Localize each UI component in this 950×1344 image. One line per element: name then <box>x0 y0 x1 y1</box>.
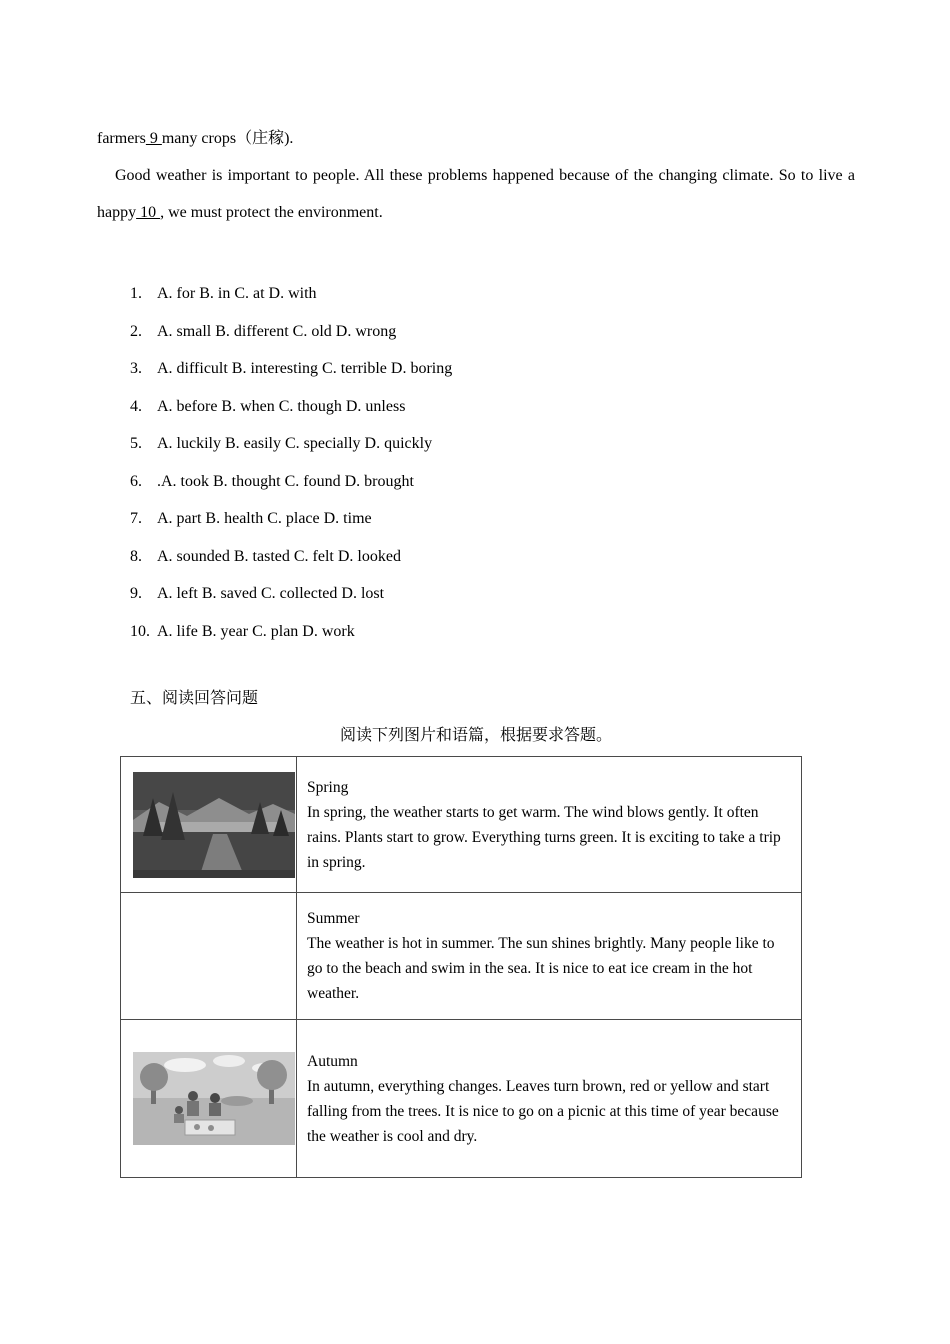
season-text: In autumn, everything changes. Leaves turn brown, red or yellow and start falling from the trees. It is nice to go on a picnic at this time of year because the weather is cool and dry. <box>307 1077 779 1145</box>
question-item-4 <box>130 388 855 426</box>
question-number: 6. <box>130 472 142 490</box>
question-options: A. sounded B. tasted C. felt D. looked <box>157 547 401 565</box>
question-number: 7. <box>130 510 142 527</box>
season-text: The weather is hot in summer. The sun shines brightly. Many people like to go to the beach and swim in the sea. It is nice to eat ice cream in the hot weather. <box>307 935 775 1002</box>
question-list <box>130 275 855 650</box>
passage-paragraph <box>97 157 855 231</box>
blank-9: 9 <box>145 130 162 147</box>
summer-image-cell <box>121 893 297 1020</box>
table-row-summer <box>121 893 802 1020</box>
question-number: 5. <box>130 435 142 452</box>
autumn-scene-image <box>133 1052 295 1145</box>
season-title: Summer <box>307 910 360 927</box>
question-options: A. part B. health C. place D. time <box>157 510 372 527</box>
autumn-image-cell <box>121 1020 297 1178</box>
question-item-2 <box>130 313 855 351</box>
question-item-9 <box>130 575 855 613</box>
question-item-1 <box>130 275 855 313</box>
table-instruction: 阅读下列图片和语篇，根据要求答题。 <box>339 727 612 744</box>
question-options: A. life B. year C. plan D. work <box>157 622 355 640</box>
question-number: 8. <box>130 547 142 565</box>
season-text: In spring, the weather starts to get warm. The wind blows gently. It often rains. Plants start to grow. Everything turns green. It is exciting to take a trip in spring. <box>307 803 781 871</box>
spring-image-cell <box>121 757 297 893</box>
paragraph-text-pre: Good weather is important to people. All these problems happened because of the changing climate. So to live a happy <box>97 167 855 221</box>
question-item-3 <box>130 350 855 388</box>
spring-scene-image <box>133 772 295 878</box>
question-options: A. luckily B. easily C. specially D. quickly <box>157 435 433 452</box>
season-title: Autumn <box>307 1052 358 1070</box>
question-options: A. before B. when C. though D. unless <box>157 397 406 415</box>
summer-text-cell <box>297 893 802 1020</box>
blank-10: 10 <box>136 204 161 221</box>
question-item-10 <box>130 613 855 651</box>
question-number: 3. <box>130 360 142 377</box>
question-number: 9. <box>130 585 142 602</box>
question-options: A. for B. in C. at D. with <box>157 285 317 302</box>
autumn-text-cell <box>297 1020 802 1178</box>
question-number: 4. <box>130 397 142 415</box>
question-item-8 <box>130 538 855 576</box>
question-item-5 <box>130 425 855 463</box>
question-options: .A. took B. thought C. found D. brought <box>157 472 414 490</box>
passage-text-post: many crops（庄稼). <box>161 130 294 147</box>
question-item-6 <box>130 463 855 501</box>
question-options: A. difficult B. interesting C. terrible D. boring <box>157 360 453 377</box>
table-row-spring <box>121 757 802 893</box>
season-title: Spring <box>307 778 349 796</box>
reading-table <box>120 756 802 1178</box>
question-item-7 <box>130 500 855 538</box>
paragraph-text-post: , we must protect the environment. <box>160 204 383 221</box>
table-row-autumn <box>121 1020 802 1178</box>
question-number: 1. <box>130 285 142 302</box>
passage-text-pre: farmers <box>97 130 146 147</box>
question-options: A. small B. different C. old D. wrong <box>157 322 397 340</box>
spring-text-cell <box>297 757 802 893</box>
section-title: 五、阅读回答问题 <box>130 690 259 707</box>
question-number: 2. <box>130 322 142 340</box>
question-options: A. left B. saved C. collected D. lost <box>157 585 385 602</box>
passage-line-farmers <box>97 120 855 157</box>
question-number: 10. <box>130 622 150 640</box>
